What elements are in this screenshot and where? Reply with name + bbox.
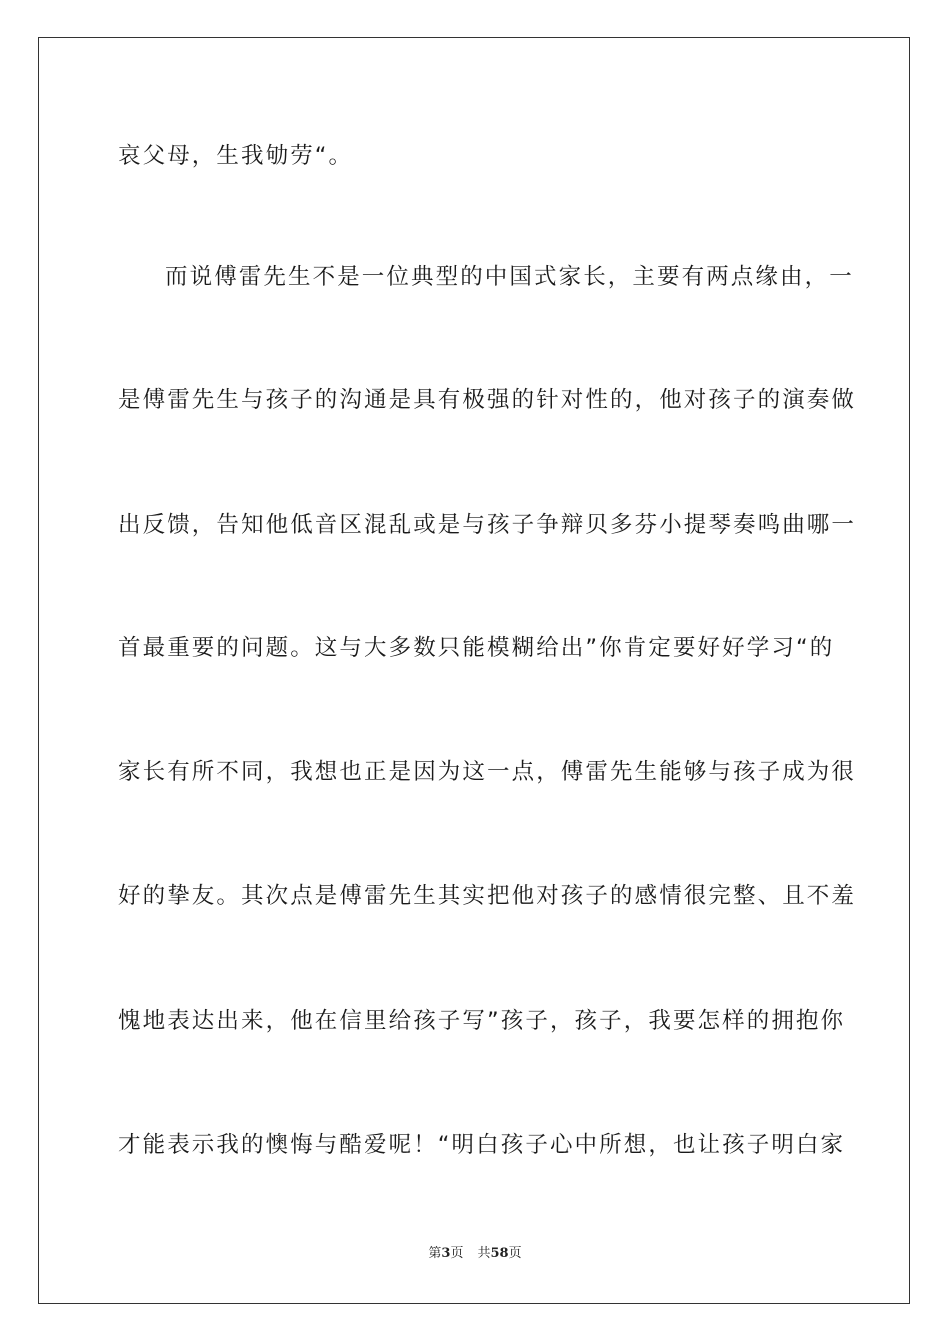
text-line-4: 出反馈，告知他低音区混乱或是与孩子争辩贝多芬小提琴奏鸣曲哪一 xyxy=(118,512,857,538)
text-line-8: 愧地表达出来，他在信里给孩子写”孩子，孩子，我要怎样的拥抱你 xyxy=(118,1008,846,1034)
page-suffix: 页 xyxy=(450,1246,464,1261)
text-line-7: 好的挚友。其次点是傅雷先生其实把他对孩子的感情很完整、且不羞 xyxy=(118,883,857,909)
text-line-6: 家长有所不同，我想也正是因为这一点，傅雷先生能够与孩子成为很 xyxy=(118,759,857,785)
text-line-1: 哀父母，生我劬劳“。 xyxy=(118,143,354,169)
text-line-2: 而说傅雷先生不是一位典型的中国式家长，主要有两点缘由，一 xyxy=(165,264,854,290)
text-line-3: 是傅雷先生与孩子的沟通是具有极强的针对性的，他对孩子的演奏做 xyxy=(118,387,857,413)
page-prefix: 第 xyxy=(428,1246,442,1261)
page-footer xyxy=(0,1245,950,1263)
total-prefix: 共 xyxy=(477,1246,491,1261)
current-page-number: 3 xyxy=(441,1246,451,1261)
text-line-5: 首最重要的问题。这与大多数只能模糊给出”你肯定要好好学习“的 xyxy=(118,635,835,661)
text-line-9: 才能表示我的懊悔与酷爱呢！“明白孩子心中所想，也让孩子明白家 xyxy=(118,1132,846,1158)
total-pages-number: 58 xyxy=(490,1246,509,1261)
total-suffix: 页 xyxy=(508,1246,522,1261)
page-border xyxy=(38,37,910,1304)
